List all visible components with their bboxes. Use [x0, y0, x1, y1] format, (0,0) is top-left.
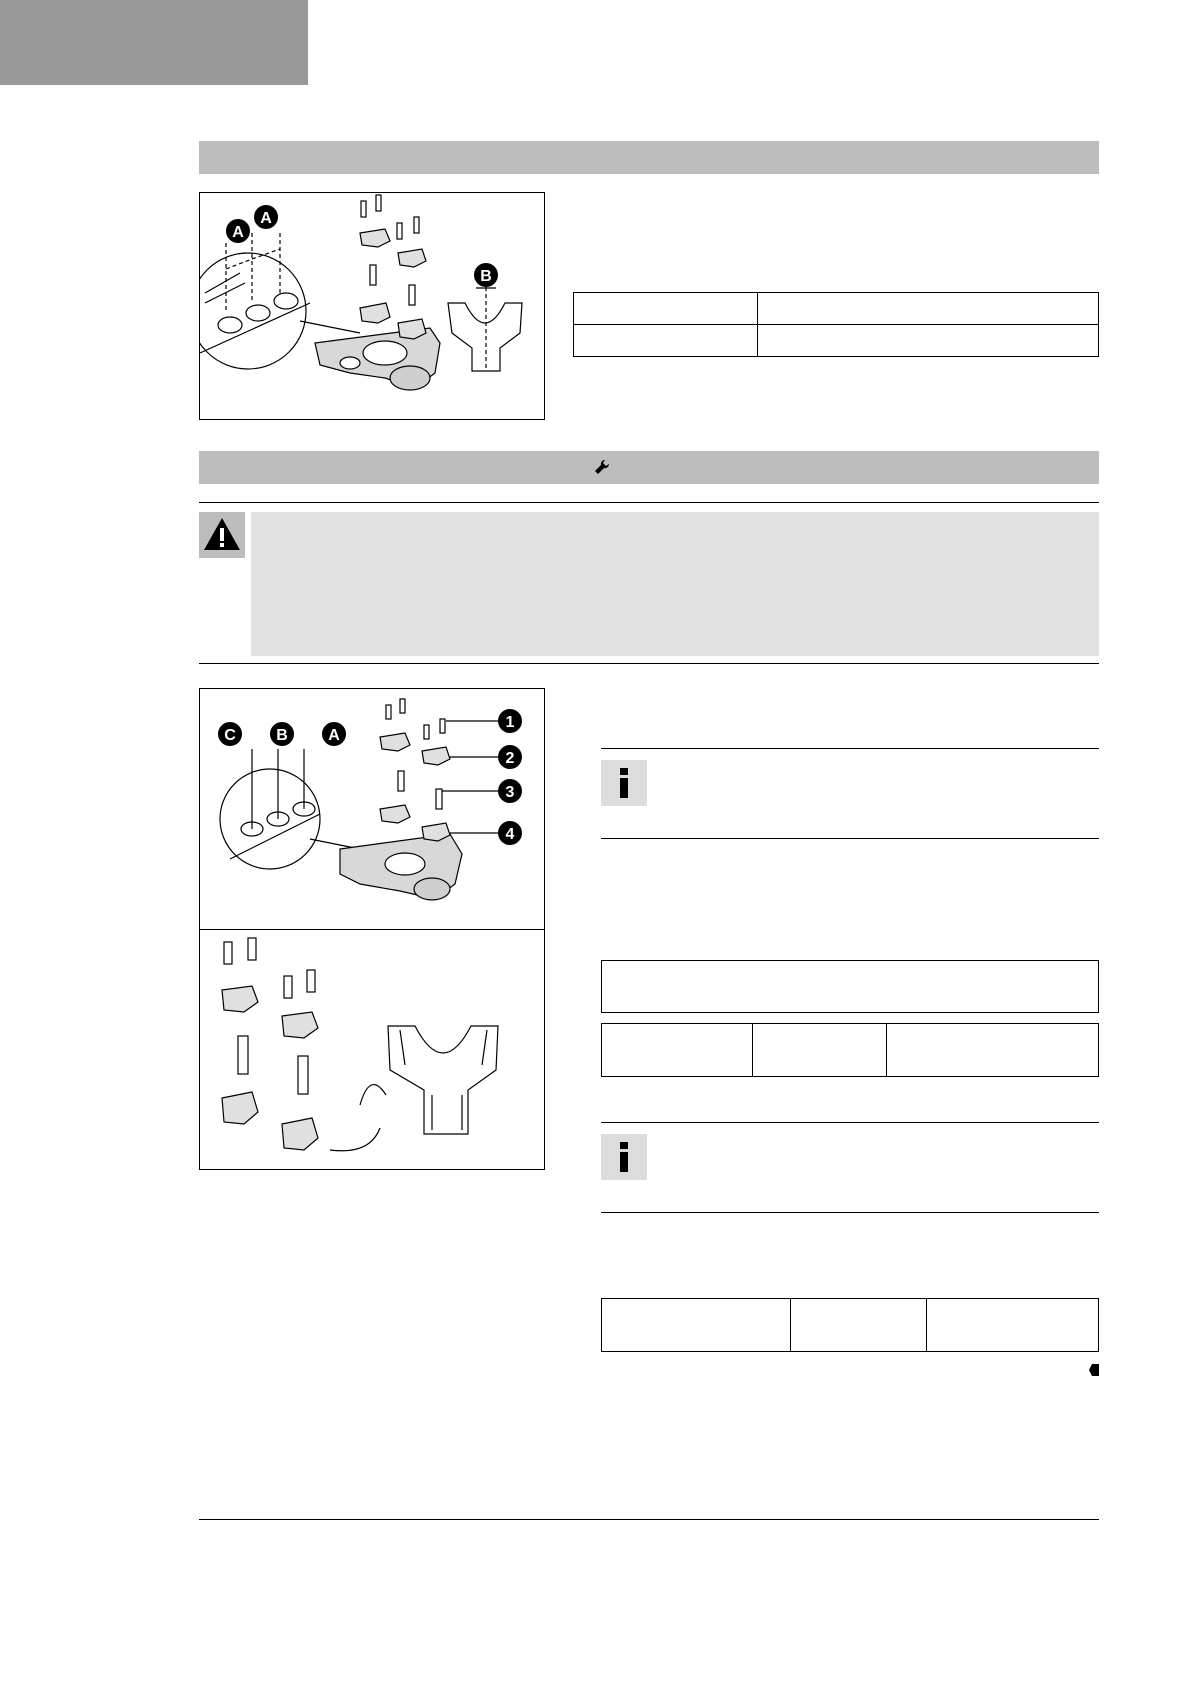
svg-text:B: B [276, 727, 288, 744]
divider [601, 1122, 1099, 1123]
svg-text:A: A [260, 210, 272, 227]
figure-2-bottom-illustration [200, 930, 546, 1171]
svg-text:C: C [224, 727, 236, 744]
section-header-bar-2 [199, 451, 1099, 484]
table-cell [753, 1024, 887, 1077]
figure-1-illustration [200, 193, 546, 421]
svg-text:1: 1 [505, 714, 515, 731]
callouts-letters [218, 722, 346, 746]
warning-icon-box [199, 512, 245, 558]
svg-text:3: 3 [505, 784, 515, 801]
section-header-bar-1 [199, 141, 1099, 174]
svg-text:4: 4 [505, 826, 515, 843]
info-icon-box [601, 760, 647, 806]
spec-table-2 [601, 960, 1099, 1013]
table-cell [602, 1299, 791, 1352]
divider [601, 838, 1099, 839]
spec-table-1 [573, 292, 1099, 357]
info-icon [601, 1134, 647, 1180]
wrench-icon [594, 459, 610, 475]
svg-text:2: 2 [505, 750, 515, 767]
figure-2-bottom [199, 929, 545, 1170]
callouts-numbers [498, 709, 522, 845]
figure-2-top [199, 688, 545, 931]
svg-text:B: B [480, 268, 492, 285]
divider [601, 1212, 1099, 1213]
warning-triangle-icon [199, 512, 245, 558]
table-cell [758, 325, 1099, 357]
table-cell [574, 293, 758, 325]
spec-table-4 [601, 1298, 1099, 1352]
corner-tab [0, 0, 308, 85]
table-cell [758, 293, 1099, 325]
divider [601, 748, 1099, 749]
table-cell [791, 1299, 927, 1352]
figure-2-top-illustration [200, 689, 546, 932]
info-icon [601, 760, 647, 806]
info-icon-box [601, 1134, 647, 1180]
divider [199, 502, 1099, 503]
divider [199, 663, 1099, 664]
table-cell [927, 1299, 1099, 1352]
table-cell [574, 325, 758, 357]
footer-divider [199, 1519, 1099, 1520]
svg-text:A: A [232, 224, 244, 241]
table-cell [602, 1024, 753, 1077]
spec-table-3 [601, 1023, 1099, 1077]
svg-text:A: A [328, 727, 340, 744]
table-cell [887, 1024, 1099, 1077]
end-mark-icon [1089, 1364, 1099, 1376]
magnifier-circle [200, 253, 306, 369]
figure-1 [199, 192, 545, 420]
warning-text-block [251, 512, 1099, 656]
